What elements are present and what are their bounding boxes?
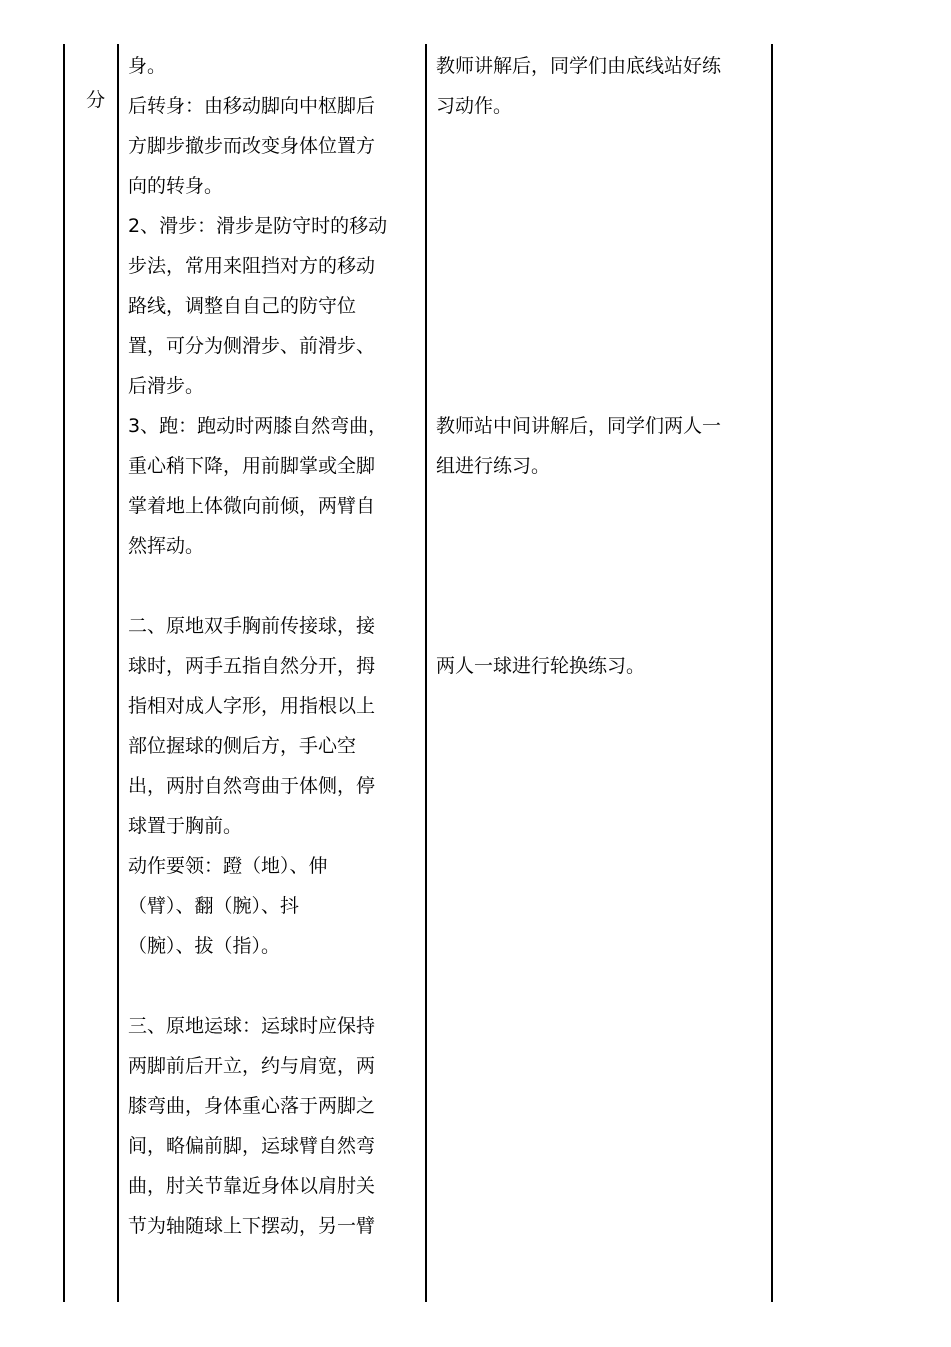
content-line: 置，可分为侧滑步、前滑步、: [128, 335, 376, 357]
table-border-3: [425, 44, 427, 1302]
content-line: 步法，常用来阻挡对方的移动: [128, 255, 376, 277]
table-border-2: [117, 44, 119, 1302]
table-border-4: [771, 44, 773, 1302]
content-line: 身。: [128, 55, 167, 77]
method-line: [436, 486, 721, 526]
content-line: 后转身：由移动脚向中枢脚后: [128, 95, 376, 117]
content-line: 膝弯曲，身体重心落于两脚之: [128, 1095, 376, 1117]
time-column-text: 分: [86, 89, 106, 111]
content-line: 3、跑：跑动时两膝自然弯曲，: [128, 415, 388, 437]
method-line: [436, 206, 721, 246]
content-line: [128, 966, 387, 1006]
content-line: 节为轴随球上下摆动，另一臂: [128, 1215, 376, 1237]
content-line: 出，两肘自然弯曲于体侧，停: [128, 775, 376, 797]
method-line: [436, 526, 721, 566]
content-line: 路线，调整自自己的防守位: [128, 295, 357, 317]
content-line: 向的转身。: [128, 175, 224, 197]
content-line: 球置于胸前。: [128, 815, 243, 837]
teaching-content-cell: [128, 46, 387, 1246]
method-line: [436, 166, 721, 206]
content-line: 方脚步撤步而改变身体位置方: [128, 135, 376, 157]
content-line: 然挥动。: [128, 535, 205, 557]
method-line: 两人一球进行轮换练习。: [436, 655, 646, 677]
method-line: 教师站中间讲解后，同学们两人一: [436, 415, 722, 437]
content-line: 指相对成人字形，用指根以上: [128, 695, 376, 717]
content-line: 三、原地运球：运球时应保持: [128, 1015, 376, 1037]
method-line: 组进行练习。: [436, 455, 551, 477]
content-line: 掌着地上体微向前倾，两臂自: [128, 495, 376, 517]
method-line: [436, 286, 721, 326]
content-line: 重心稍下降，用前脚掌或全脚: [128, 455, 376, 477]
content-line: 二、原地双手胸前传接球，接: [128, 615, 376, 637]
content-line: （腕）、拔（指）。: [128, 935, 281, 957]
teaching-method-cell: [436, 46, 721, 686]
content-line: 间，略偏前脚，运球臂自然弯: [128, 1135, 376, 1157]
content-line: 后滑步。: [128, 375, 205, 397]
content-line: 两脚前后开立，约与肩宽，两: [128, 1055, 376, 1077]
content-line: （臂）、翻（腕）、抖: [128, 895, 300, 917]
content-line: 2、滑步：滑步是防守时的移动: [128, 215, 388, 237]
table-border-1: [63, 44, 65, 1302]
method-line: [436, 326, 721, 366]
method-line: [436, 366, 721, 406]
method-line: [436, 606, 721, 646]
content-line: [128, 566, 387, 606]
content-line: 部位握球的侧后方，手心空: [128, 735, 357, 757]
method-line: 习动作。: [436, 95, 513, 117]
content-line: 曲，肘关节靠近身体以肩肘关: [128, 1175, 376, 1197]
method-line: [436, 246, 721, 286]
content-line: 球时，两手五指自然分开，拇: [128, 655, 376, 677]
method-line: [436, 126, 721, 166]
method-line: 教师讲解后，同学们由底线站好练: [436, 55, 722, 77]
time-column-cell: [74, 40, 105, 120]
content-line: 动作要领：蹬（地）、伸: [128, 855, 328, 877]
method-line: [436, 566, 721, 606]
